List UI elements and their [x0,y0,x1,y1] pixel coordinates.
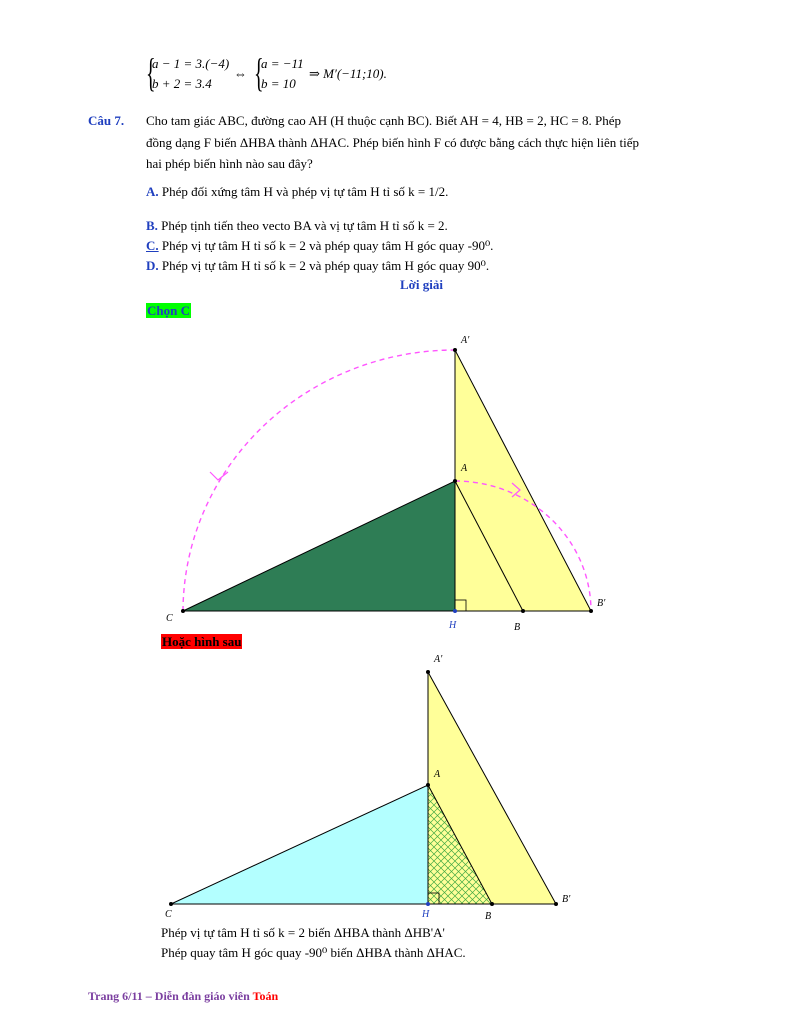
fig2-label-b: B [485,911,492,922]
fig2-point-h [426,902,430,906]
left-brace: { [146,50,156,95]
fig2-label-h: H [422,909,430,920]
footer-accent: Toán [252,989,279,1003]
fig2-point-a [426,783,430,787]
choice-badge [146,302,191,320]
fig1-triangle-green [183,481,455,611]
fig2-point-a-prime [426,670,430,674]
fig2-label-a: A [434,769,441,780]
fig1-label-a: A [461,463,468,474]
option-b [146,217,448,235]
fig1-label-h: H [449,620,457,631]
solution-step-2: Phép quay tâm H góc quay -90⁰ biến ΔHBA thành ΔHAC. [161,945,466,960]
option-d-letter: D. [146,258,159,273]
figure-2 [150,650,590,922]
equivalence-sign: ⇔ [234,66,247,81]
fig2-label-b-prime: B' [562,894,571,905]
system-left-eq2: b + 2 = 3.4 [152,76,212,91]
fig1-label-a-prime: A′ [461,335,470,346]
fig1-point-a-prime [453,348,457,352]
figure-1 [150,325,630,635]
fig2-point-b-prime [554,902,558,906]
solution-step-1: Phép vị tự tâm H tỉ số k = 2 biến ΔHBA thành ΔHB'A' [161,925,445,940]
option-c [146,237,493,255]
fig1-point-b [521,609,525,613]
fig2-label-c: C [165,909,172,920]
fig2-point-c [169,902,173,906]
option-a-letter: A. [146,184,159,199]
alt-label-text: Hoặc hình sau [162,634,242,649]
option-d-text: Phép vị tự tâm H tỉ số k = 2 và phép quay tâm H góc quay 90⁰. [161,258,490,273]
question-line-1: Cho tam giác ABC, đường cao AH (H thuộc cạnh BC). Biết AH = 4, HB = 2, HC = 8. Phép [146,113,621,128]
fig1-point-c [181,609,185,613]
system-right-eq1: a = −11 [261,56,304,71]
fig1-arrow-large [210,472,228,480]
alt-figure-label [161,633,242,651]
fig2-point-b [490,902,494,906]
fig2-label-a-prime: A' [434,654,443,665]
fig1-point-a [453,479,457,483]
option-b-text: Phép tịnh tiến theo vecto BA và vị tự tâm H tỉ số k = 2. [161,218,448,233]
page-footer [88,989,278,1004]
system-right-eq2: b = 10 [261,76,296,91]
fig1-triangle-yellow [455,350,591,611]
footer-text: Trang 6/11 – Diễn đàn giáo viên [88,989,253,1003]
system-result: ⇒ M′(−11;10). [309,66,387,81]
choice-label: Chọn C [147,303,190,318]
option-b-letter: B. [146,218,158,233]
question-line-3: hai phép biến hình nào sau đây? [146,156,313,171]
system-left-eq1: a − 1 = 3.(−4) [152,56,230,71]
option-a-text: Phép đối xứng tâm H và phép vị tự tâm H tỉ số k = 1/2. [161,184,449,199]
question-label: Câu 7. [88,113,125,128]
fig1-label-b: B [514,622,521,633]
fig1-label-b-prime: B′ [597,598,606,609]
right-brace: { [254,50,264,95]
solution-heading: Lời giải [400,277,443,292]
option-c-letter: C. [146,238,159,253]
fig1-label-c: C [166,613,173,624]
question-line-2: đồng dạng F biến ΔHBA thành ΔHAC. Phép biến hình F có được bằng cách thực hiện liên tiếp [146,135,639,150]
option-d [146,257,489,275]
fig1-point-h [453,609,457,613]
fig1-point-b-prime [589,609,593,613]
option-a [146,183,448,201]
fig2-triangle-cyan [171,785,428,904]
option-c-text: Phép vị tự tâm H tỉ số k = 2 và phép quay tâm H góc quay -90⁰. [161,238,494,253]
